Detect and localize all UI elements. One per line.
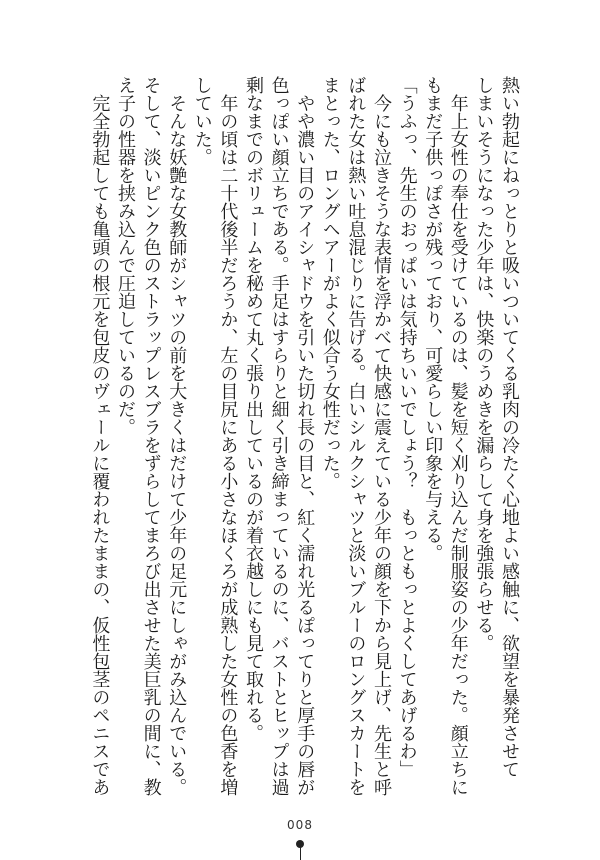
text-column: 完全勃起しても亀頭の根元を包皮のヴェールに覆われたままの、仮性包茎のペニスであ xyxy=(89,76,111,796)
text-column: ばれた女は熱い吐息混じりに告げる。白いシルクシャツと淡いブルーのロングスカートを xyxy=(345,76,367,796)
text-column: しまいそうになった少年は、快楽のうめきを漏らして身を強張らせる。 xyxy=(473,76,495,652)
text-column: まとった、ロングヘアーがよく似合う女性だった。 xyxy=(319,76,341,490)
page-number: 008 xyxy=(287,818,313,832)
text-column: 色っぽい顔立ちである。手足はすらりと細く引き締まっているのに、バストとヒップは過 xyxy=(268,76,290,796)
body-text xyxy=(80,76,520,812)
text-column: 熱い勃起にねっとりと吸いついてくる乳肉の冷たく心地よい感触に、欲望を暴発させて xyxy=(499,76,520,778)
page-marker-line xyxy=(300,846,301,860)
text-column: していた。 xyxy=(191,76,213,166)
text-column: やや濃い目のアイシャドウを引いた切れ長の目と、紅く濡れ光るぽってりと厚手の唇が xyxy=(294,76,316,796)
text-column: え子の性器を挟み込んで圧迫しているのだ。 xyxy=(115,76,136,436)
text-column: そんな妖艶な女教師がシャツの前を大きくはだけて少年の足元にしゃがみ込んでいる。 xyxy=(166,76,188,796)
text-column: そして、淡いピンク色のストラップレスブラをずらしてまろび出させた美巨乳の間に、教 xyxy=(140,76,162,796)
text-column: もまだ子供っぽさが残っており、可愛らしい印象を与える。 xyxy=(422,76,444,562)
text-column: 年の頃は二十代後半だろうか、左の目尻にある小さなほくろが成熟した女性の色香を増 xyxy=(217,76,239,796)
text-column: 「うふっ、先生のおっぱいは気持ちいいでしょう？ もっともっとよくしてあげるわ」 xyxy=(396,76,418,778)
text-column: 年上女性の奉仕を受けているのは、髪を短く刈り込んだ制服姿の少年だった。顔立ちに xyxy=(447,76,469,796)
text-column: 剰なまでのボリュームを秘めて丸く張り出しているのが着衣越しにも見て取れる。 xyxy=(243,76,264,742)
text-column: 今にも泣きそうな表情を浮かべて快感に震えている少年の顔を下から見上げ、先生と呼 xyxy=(371,76,392,796)
